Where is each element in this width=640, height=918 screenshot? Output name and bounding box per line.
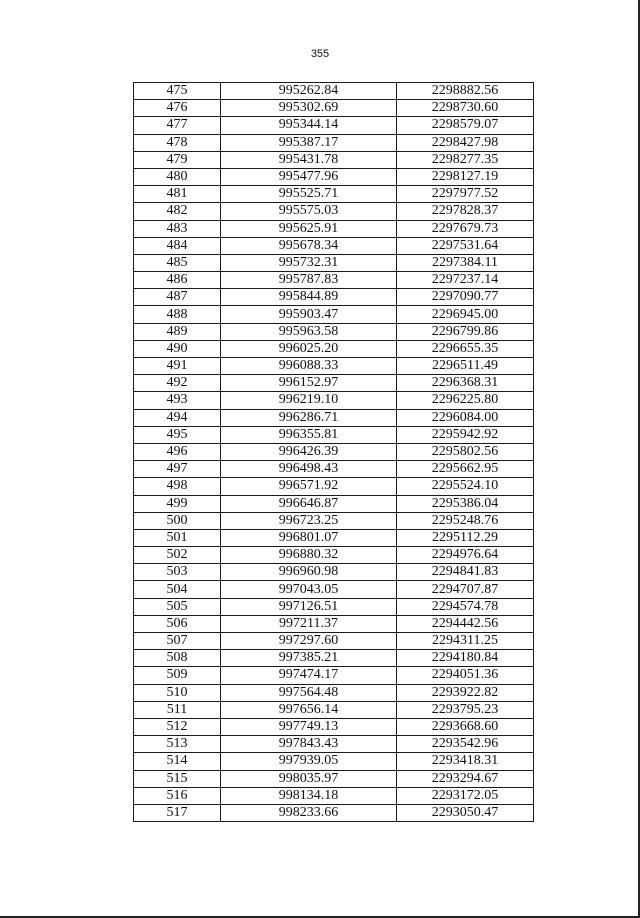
point-number-cell: 512	[134, 718, 221, 735]
table-row	[134, 151, 534, 168]
x-coordinate-cell: 996801.07	[221, 529, 397, 546]
x-coordinate-cell: 996219.10	[221, 392, 397, 409]
table-row	[134, 168, 534, 185]
y-coordinate-cell: 2293668.60	[397, 718, 534, 735]
x-coordinate-cell: 995262.84	[221, 83, 397, 100]
point-number-cell: 507	[134, 633, 221, 650]
x-coordinate-cell: 996571.92	[221, 478, 397, 495]
point-number-cell: 504	[134, 581, 221, 598]
y-coordinate-cell: 2295942.92	[397, 426, 534, 443]
point-number-cell: 505	[134, 598, 221, 615]
y-coordinate-cell: 2296511.49	[397, 358, 534, 375]
y-coordinate-cell: 2295112.29	[397, 529, 534, 546]
y-coordinate-cell: 2294841.83	[397, 564, 534, 581]
point-number-cell: 491	[134, 358, 221, 375]
x-coordinate-cell: 996498.43	[221, 461, 397, 478]
x-coordinate-cell: 995387.17	[221, 134, 397, 151]
y-coordinate-cell: 2295662.95	[397, 461, 534, 478]
table-row	[134, 272, 534, 289]
table-row	[134, 289, 534, 306]
y-coordinate-cell: 2297384.11	[397, 254, 534, 271]
point-number-cell: 503	[134, 564, 221, 581]
table-row	[134, 340, 534, 357]
x-coordinate-cell: 997474.17	[221, 667, 397, 684]
x-coordinate-cell: 998134.18	[221, 787, 397, 804]
table-row	[134, 375, 534, 392]
table-row	[134, 83, 534, 100]
table-row	[134, 736, 534, 753]
point-number-cell: 502	[134, 547, 221, 564]
y-coordinate-cell: 2294311.25	[397, 633, 534, 650]
point-number-cell: 480	[134, 168, 221, 185]
point-number-cell: 506	[134, 615, 221, 632]
page-number: 355	[310, 48, 330, 60]
y-coordinate-cell: 2294180.84	[397, 650, 534, 667]
x-coordinate-cell: 996355.81	[221, 426, 397, 443]
x-coordinate-cell: 997843.43	[221, 736, 397, 753]
table-row	[134, 787, 534, 804]
y-coordinate-cell: 2293294.67	[397, 770, 534, 787]
x-coordinate-cell: 997656.14	[221, 701, 397, 718]
x-coordinate-cell: 995787.83	[221, 272, 397, 289]
table-row	[134, 358, 534, 375]
x-coordinate-cell: 995963.58	[221, 323, 397, 340]
x-coordinate-cell: 997211.37	[221, 615, 397, 632]
y-coordinate-cell: 2297237.14	[397, 272, 534, 289]
point-number-cell: 486	[134, 272, 221, 289]
point-number-cell: 498	[134, 478, 221, 495]
y-coordinate-cell: 2293050.47	[397, 804, 534, 821]
y-coordinate-cell: 2298579.07	[397, 117, 534, 134]
table-row	[134, 684, 534, 701]
table-row	[134, 134, 534, 151]
point-number-cell: 515	[134, 770, 221, 787]
point-number-cell: 476	[134, 100, 221, 117]
x-coordinate-cell: 998233.66	[221, 804, 397, 821]
table-row	[134, 512, 534, 529]
y-coordinate-cell: 2293922.82	[397, 684, 534, 701]
point-number-cell: 487	[134, 289, 221, 306]
table-row	[134, 701, 534, 718]
table-row	[134, 615, 534, 632]
point-number-cell: 496	[134, 443, 221, 460]
point-number-cell: 517	[134, 804, 221, 821]
coordinate-table-body	[134, 83, 534, 822]
y-coordinate-cell: 2297828.37	[397, 203, 534, 220]
table-row	[134, 409, 534, 426]
table-row	[134, 529, 534, 546]
x-coordinate-cell: 995525.71	[221, 186, 397, 203]
point-number-cell: 479	[134, 151, 221, 168]
x-coordinate-cell: 997126.51	[221, 598, 397, 615]
point-number-cell: 497	[134, 461, 221, 478]
x-coordinate-cell: 995625.91	[221, 220, 397, 237]
table-row	[134, 186, 534, 203]
x-coordinate-cell: 995431.78	[221, 151, 397, 168]
point-number-cell: 493	[134, 392, 221, 409]
point-number-cell: 513	[134, 736, 221, 753]
table-row	[134, 753, 534, 770]
table-row	[134, 306, 534, 323]
x-coordinate-cell: 996286.71	[221, 409, 397, 426]
point-number-cell: 483	[134, 220, 221, 237]
y-coordinate-cell: 2293172.05	[397, 787, 534, 804]
point-number-cell: 499	[134, 495, 221, 512]
x-coordinate-cell: 996723.25	[221, 512, 397, 529]
table-row	[134, 100, 534, 117]
point-number-cell: 477	[134, 117, 221, 134]
point-number-cell: 508	[134, 650, 221, 667]
y-coordinate-cell: 2298730.60	[397, 100, 534, 117]
table-row	[134, 220, 534, 237]
point-number-cell: 500	[134, 512, 221, 529]
y-coordinate-cell: 2298127.19	[397, 168, 534, 185]
table-row	[134, 254, 534, 271]
x-coordinate-cell: 997043.05	[221, 581, 397, 598]
y-coordinate-cell: 2298882.56	[397, 83, 534, 100]
point-number-cell: 501	[134, 529, 221, 546]
point-number-cell: 495	[134, 426, 221, 443]
table-row	[134, 237, 534, 254]
y-coordinate-cell: 2296368.31	[397, 375, 534, 392]
y-coordinate-cell: 2296084.00	[397, 409, 534, 426]
x-coordinate-cell: 995344.14	[221, 117, 397, 134]
x-coordinate-cell: 996025.20	[221, 340, 397, 357]
x-coordinate-cell: 998035.97	[221, 770, 397, 787]
table-row	[134, 426, 534, 443]
y-coordinate-cell: 2295248.76	[397, 512, 534, 529]
coordinate-table	[133, 82, 534, 822]
y-coordinate-cell: 2293418.31	[397, 753, 534, 770]
table-row	[134, 443, 534, 460]
point-number-cell: 488	[134, 306, 221, 323]
x-coordinate-cell: 996426.39	[221, 443, 397, 460]
y-coordinate-cell: 2295524.10	[397, 478, 534, 495]
table-row	[134, 581, 534, 598]
table-row	[134, 564, 534, 581]
y-coordinate-cell: 2294442.56	[397, 615, 534, 632]
table-row	[134, 495, 534, 512]
table-row	[134, 117, 534, 134]
point-number-cell: 511	[134, 701, 221, 718]
point-number-cell: 482	[134, 203, 221, 220]
x-coordinate-cell: 996088.33	[221, 358, 397, 375]
x-coordinate-cell: 995302.69	[221, 100, 397, 117]
x-coordinate-cell: 997297.60	[221, 633, 397, 650]
point-number-cell: 484	[134, 237, 221, 254]
table-row	[134, 718, 534, 735]
y-coordinate-cell: 2297531.64	[397, 237, 534, 254]
table-row	[134, 770, 534, 787]
x-coordinate-cell: 996880.32	[221, 547, 397, 564]
point-number-cell: 492	[134, 375, 221, 392]
x-coordinate-cell: 997385.21	[221, 650, 397, 667]
x-coordinate-cell: 996960.98	[221, 564, 397, 581]
table-row	[134, 478, 534, 495]
y-coordinate-cell: 2296799.86	[397, 323, 534, 340]
table-row	[134, 633, 534, 650]
table-row	[134, 461, 534, 478]
point-number-cell: 510	[134, 684, 221, 701]
point-number-cell: 516	[134, 787, 221, 804]
point-number-cell: 481	[134, 186, 221, 203]
y-coordinate-cell: 2298277.35	[397, 151, 534, 168]
table-row	[134, 547, 534, 564]
x-coordinate-cell: 995844.89	[221, 289, 397, 306]
y-coordinate-cell: 2297977.52	[397, 186, 534, 203]
table-row	[134, 804, 534, 821]
point-number-cell: 514	[134, 753, 221, 770]
y-coordinate-cell: 2295386.04	[397, 495, 534, 512]
x-coordinate-cell: 995903.47	[221, 306, 397, 323]
y-coordinate-cell: 2296945.00	[397, 306, 534, 323]
y-coordinate-cell: 2297679.73	[397, 220, 534, 237]
x-coordinate-cell: 995477.96	[221, 168, 397, 185]
y-coordinate-cell: 2294707.87	[397, 581, 534, 598]
point-number-cell: 475	[134, 83, 221, 100]
y-coordinate-cell: 2293542.96	[397, 736, 534, 753]
point-number-cell: 478	[134, 134, 221, 151]
y-coordinate-cell: 2294574.78	[397, 598, 534, 615]
x-coordinate-cell: 995575.03	[221, 203, 397, 220]
y-coordinate-cell: 2295802.56	[397, 443, 534, 460]
x-coordinate-cell: 997564.48	[221, 684, 397, 701]
x-coordinate-cell: 996152.97	[221, 375, 397, 392]
x-coordinate-cell: 995678.34	[221, 237, 397, 254]
y-coordinate-cell: 2298427.98	[397, 134, 534, 151]
table-row	[134, 598, 534, 615]
y-coordinate-cell: 2294976.64	[397, 547, 534, 564]
table-row	[134, 650, 534, 667]
x-coordinate-cell: 996646.87	[221, 495, 397, 512]
y-coordinate-cell: 2293795.23	[397, 701, 534, 718]
y-coordinate-cell: 2296655.35	[397, 340, 534, 357]
point-number-cell: 485	[134, 254, 221, 271]
x-coordinate-cell: 997939.05	[221, 753, 397, 770]
table-row	[134, 203, 534, 220]
x-coordinate-cell: 995732.31	[221, 254, 397, 271]
point-number-cell: 509	[134, 667, 221, 684]
y-coordinate-cell: 2297090.77	[397, 289, 534, 306]
y-coordinate-cell: 2296225.80	[397, 392, 534, 409]
table-row	[134, 323, 534, 340]
point-number-cell: 489	[134, 323, 221, 340]
point-number-cell: 490	[134, 340, 221, 357]
point-number-cell: 494	[134, 409, 221, 426]
table-row	[134, 667, 534, 684]
table-row	[134, 392, 534, 409]
y-coordinate-cell: 2294051.36	[397, 667, 534, 684]
x-coordinate-cell: 997749.13	[221, 718, 397, 735]
